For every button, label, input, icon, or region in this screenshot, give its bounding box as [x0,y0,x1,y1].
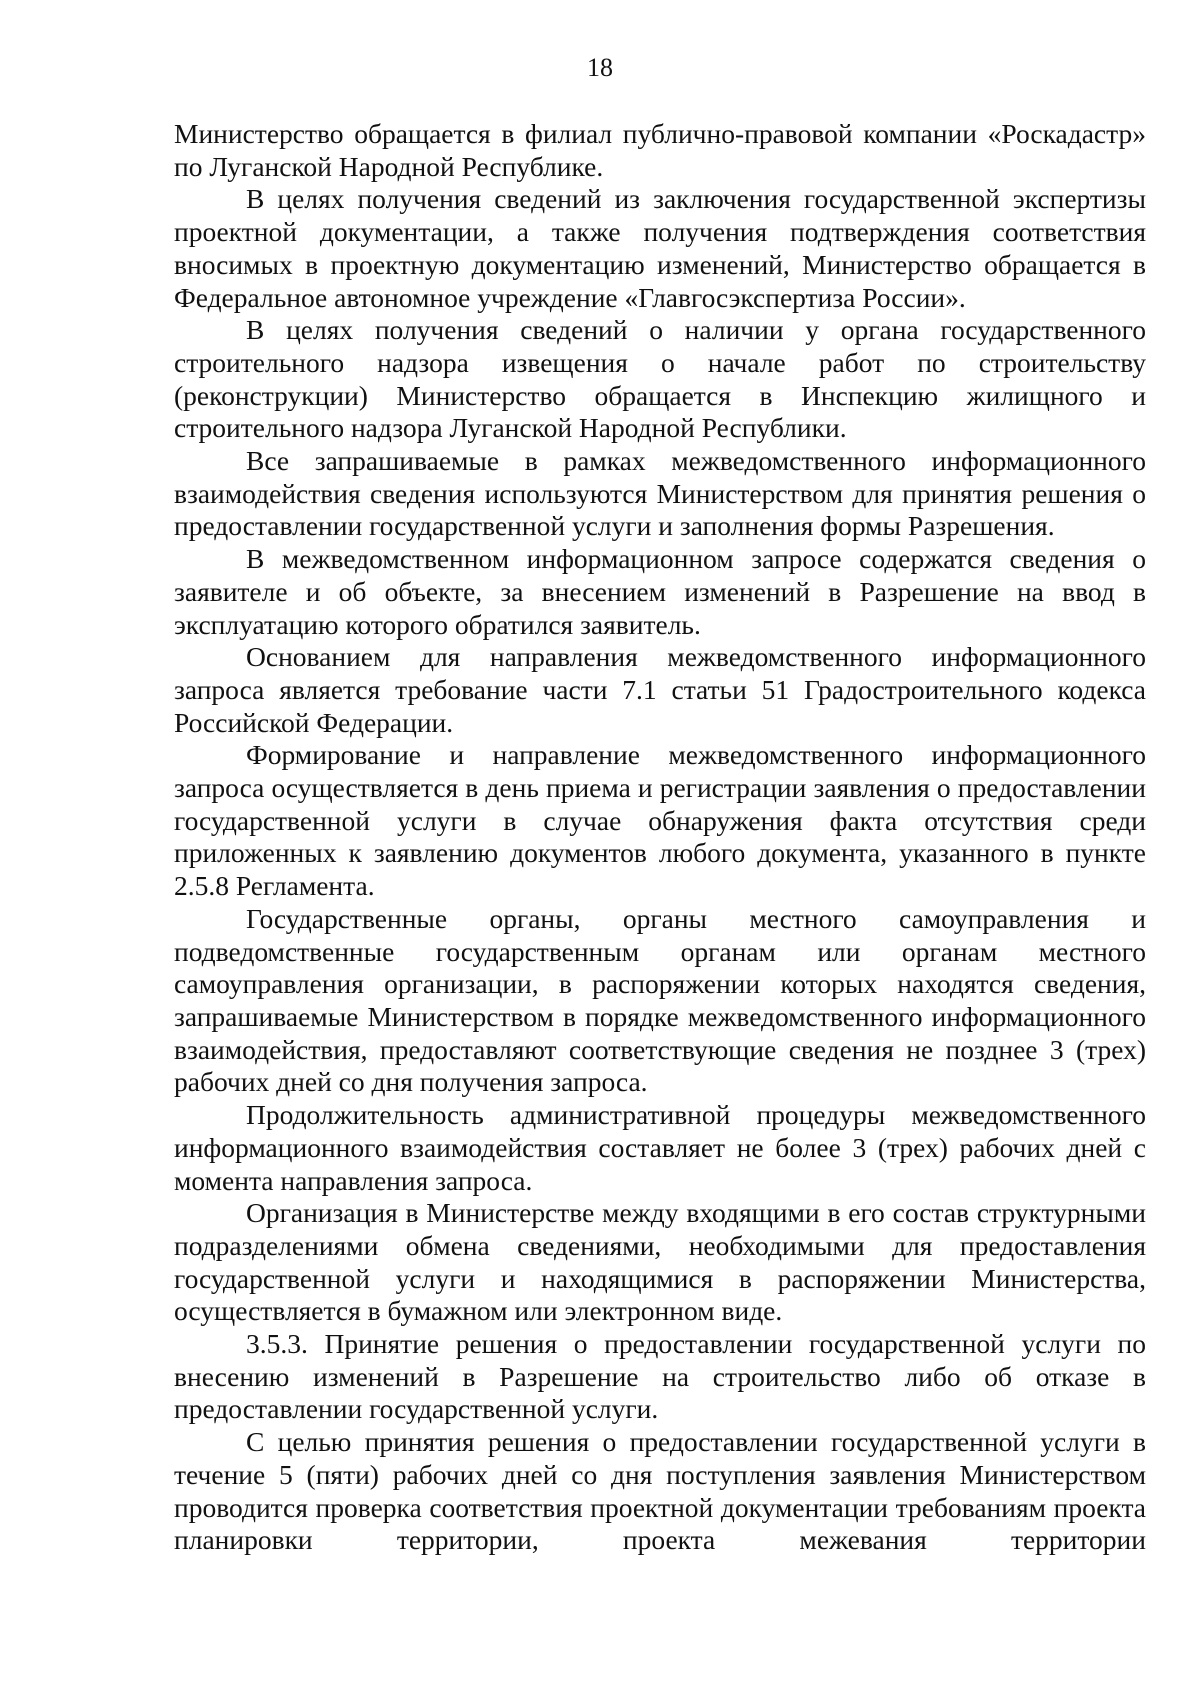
paragraph: Формирование и направление межведомственного информационного запроса осуществляется в день приема и регистрации заявления о предоставлении государственной услуги в случае обнаружения факта отсутствия среди приложенных к заявлению документов любого документа, указанного в пункте 2.5.8 Регламента. [174,739,1146,902]
page-number: 18 [587,53,613,82]
paragraph: С целью принятия решения о предоставлении государственной услуги в течение 5 (пяти) рабочих дней со дня поступления заявления Министерством проводится проверка соответствия проектной документации требованиям проекта планировки территории, проекта межевания территории [174,1426,1146,1556]
paragraph: Основанием для направления межведомственного информационного запроса является требование части 7.1 статьи 51 Градостроительного кодекса Российской Федерации. [174,641,1146,738]
paragraph: Министерство обращается в филиал публично-правовой компании «Роскадастр» по Луганской Народной Республике. [174,118,1146,182]
paragraph: В межведомственном информационном запросе содержатся сведения о заявителе и об объекте, за внесением изменений в Разрешение на ввод в эксплуатацию которого обратился заявитель. [174,543,1146,640]
paragraph: Организация в Министерстве между входящими в его состав структурными подразделениями обмена сведениями, необходимыми для предоставления государственной услуги и находящимися в распоряжении Министерства, осуществляется в бумажном или электронном виде. [174,1197,1146,1327]
paragraph-section-heading: 3.5.3. Принятие решения о предоставлении государственной услуги по внесению изменений в Разрешение на строительство либо об отказе в предоставлении государственной услуги. [174,1328,1146,1425]
paragraph: В целях получения сведений из заключения государственной экспертизы проектной документации, а также получения подтверждения соответствия вносимых в проектную документацию изменений, Министерство обращается в Федеральное автономное учреждение «Главгосэкспертиза России». [174,183,1146,313]
paragraph: В целях получения сведений о наличии у органа государственного строительного надзора извещения о начале работ по строительству (реконструкции) Министерство обращается в Инспекцию жилищного и строительного надзора Луганской Народной Республики. [174,314,1146,444]
document-body [174,118,1146,1557]
paragraph: Продолжительность административной процедуры межведомственного информационного взаимодействия составляет не более 3 (трех) рабочих дней с момента направления запроса. [174,1099,1146,1196]
paragraph: Государственные органы, органы местного самоуправления и подведомственные государственным органам или органам местного самоуправления организации, в распоряжении которых находятся сведения, запрашиваемые Министерством в порядке межведомственного информационного взаимодействия, предоставляют соответствующие сведения не позднее 3 (трех) рабочих дней со дня получения запроса. [174,902,1146,1098]
paragraph: Все запрашиваемые в рамках межведомственного информационного взаимодействия сведения используются Министерством для принятия решения о предоставлении государственной услуги и заполнения формы Разрешения. [174,445,1146,542]
